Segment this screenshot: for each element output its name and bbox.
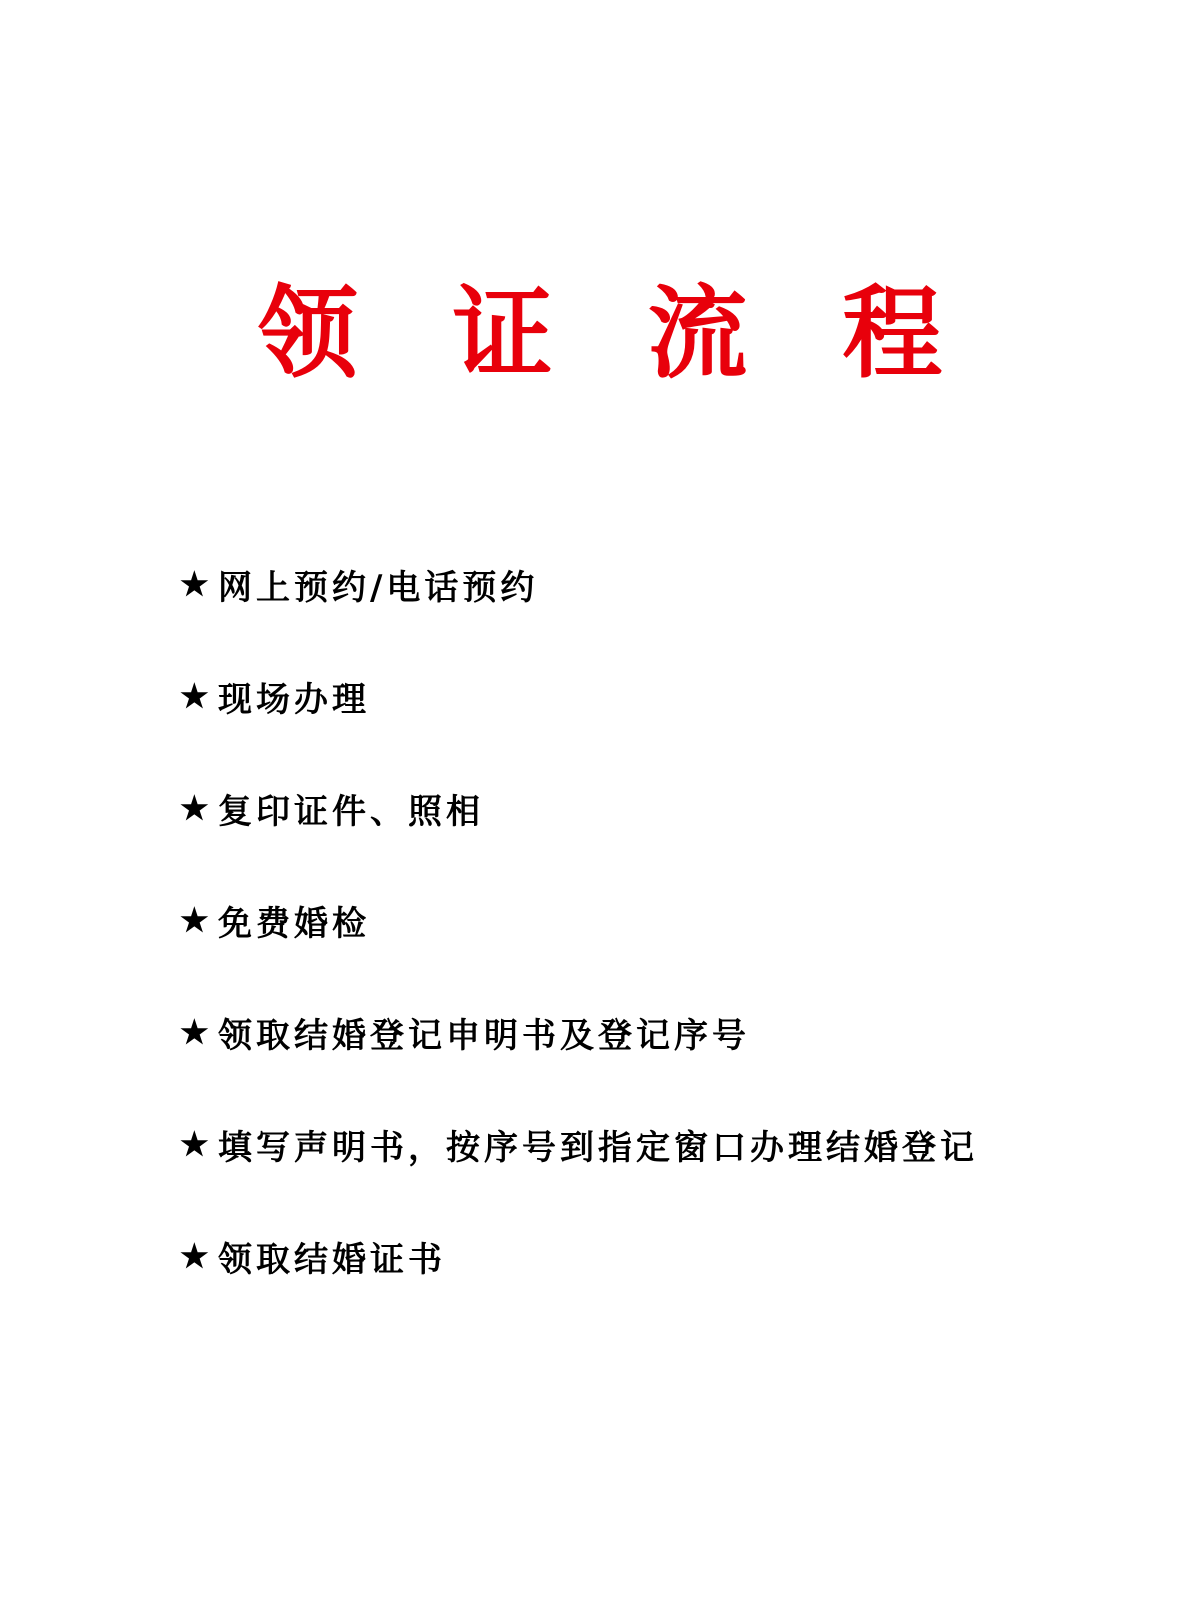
list-item: [180, 864, 1160, 976]
list-item: [180, 640, 1160, 752]
step-text: 领取结婚证书: [218, 1239, 446, 1280]
step-text: 免费婚检: [218, 903, 370, 944]
list-item: [180, 528, 1160, 640]
list-item: [180, 752, 1160, 864]
list-item: [180, 1200, 1160, 1312]
star-icon: ★: [180, 901, 213, 939]
step-text: 网上预约/电话预约: [218, 567, 539, 608]
star-icon: ★: [180, 1013, 213, 1051]
step-text: 领取结婚登记申明书及登记序号: [218, 1015, 750, 1056]
step-text: 填写声明书，按序号到指定窗口办理结婚登记: [218, 1127, 978, 1168]
step-text: 现场办理: [218, 679, 370, 720]
page-title: 领 证 流 程: [257, 274, 973, 392]
star-icon: ★: [180, 677, 213, 715]
star-icon: ★: [180, 789, 213, 827]
list-item: [180, 1088, 1160, 1200]
star-icon: ★: [180, 565, 213, 603]
star-icon: ★: [180, 1237, 213, 1275]
star-icon: ★: [180, 1125, 213, 1163]
step-list: [180, 528, 1160, 1312]
list-item: [180, 976, 1160, 1088]
step-text: 复印证件、照相: [218, 791, 484, 832]
